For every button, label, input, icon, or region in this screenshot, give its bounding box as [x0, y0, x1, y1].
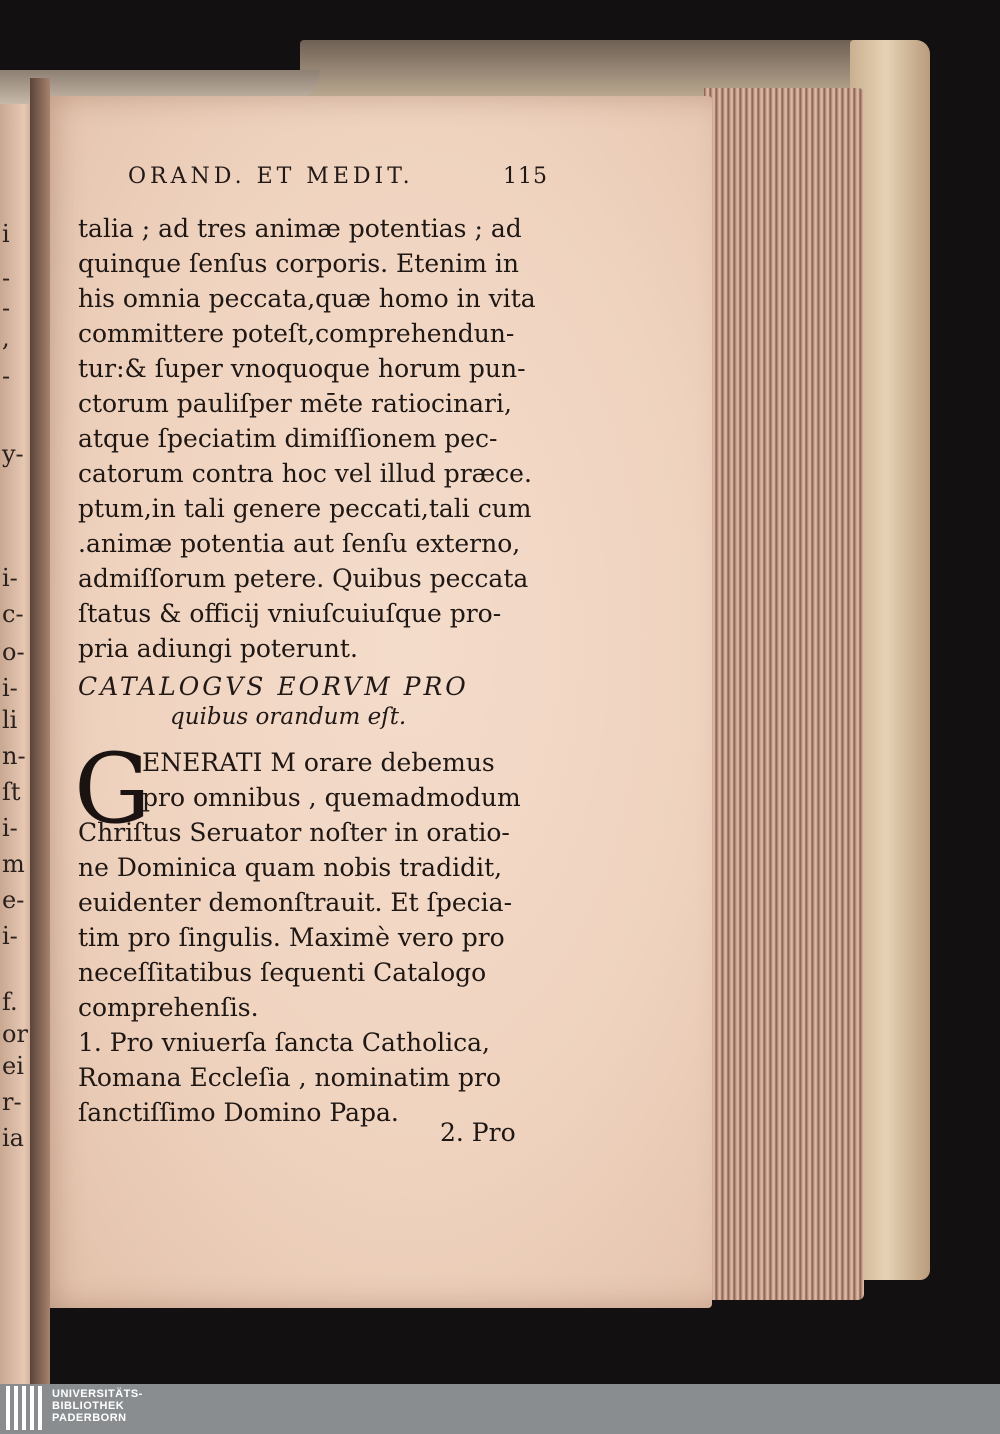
margin-char: m: [2, 850, 25, 878]
text-line: .animæ potentia aut ſenſu externo,: [78, 529, 521, 558]
text-line: ENERATI M orare debemus: [142, 748, 495, 777]
text-line: comprehenſis.: [78, 993, 259, 1022]
margin-char: li: [2, 706, 18, 734]
margin-char: ei: [2, 1052, 24, 1080]
verso-margin-characters: [0, 80, 34, 1380]
margin-char: e-: [2, 886, 25, 914]
margin-char: ia: [2, 1124, 24, 1152]
text-line: admiſſorum petere. Quibus peccata: [78, 564, 529, 593]
margin-char: i-: [2, 674, 18, 702]
text-line: his omnia peccata,quæ homo in vita: [78, 284, 536, 313]
text-line: Chriſtus Seruator noſter in oratio-: [78, 818, 510, 847]
text-line: Romana Eccleſia , nominatim pro: [78, 1063, 502, 1092]
margin-char: i-: [2, 922, 18, 950]
text-line: ne Dominica quam nobis tradidit,: [78, 853, 503, 882]
margin-char: c-: [2, 600, 24, 628]
logo-line: BIBLIOTHEK: [52, 1400, 125, 1412]
margin-char: -: [2, 294, 11, 322]
margin-char: ſt: [2, 778, 21, 806]
section-heading: CATALOGVS EORVM PRO: [78, 672, 469, 701]
text-line: quinque ſenſus corporis. Etenim in: [78, 249, 519, 278]
text-line: ctorum pauliſper mēte ratiocinari,: [78, 389, 512, 418]
text-line: tim pro ſingulis. Maximè vero pro: [78, 923, 505, 952]
text-line: tur:& ſuper vnoquoque horum pun-: [78, 354, 526, 383]
text-line: ſanctiſſimo Domino Papa.: [78, 1098, 399, 1127]
margin-char: r-: [2, 1088, 22, 1116]
text-line: atque ſpeciatim dimiſſionem pec-: [78, 424, 498, 453]
margin-char: o-: [2, 638, 25, 666]
section-subheading: quibus orandum eſt.: [170, 704, 407, 730]
margin-char: -: [2, 362, 11, 390]
text-line: 1. Pro vniuerſa ſancta Catholica,: [78, 1028, 490, 1057]
catchword: 2. Pro: [440, 1118, 516, 1147]
margin-char: i-: [2, 564, 18, 592]
text-line: neceſſitatibus ſequenti Catalogo: [78, 958, 487, 987]
page-fore-edge: [704, 88, 864, 1300]
running-head-title: ORAND. ET MEDIT.: [128, 164, 414, 189]
text-line: ptum,in tali genere peccati,tali cum: [78, 494, 532, 523]
text-line: talia ; ad tres animæ potentias ; ad: [78, 214, 522, 243]
text-line: committere poteſt,comprehendun-: [78, 319, 515, 348]
logo-line: PADERBORN: [52, 1412, 127, 1424]
text-line: pro omnibus , quemadmodum: [142, 783, 521, 812]
margin-char: i: [2, 220, 10, 248]
text-line: ſtatus & officij vniuſcuiuſque pro-: [78, 599, 502, 628]
library-logo-text: [52, 1388, 143, 1424]
logo-line: UNIVERSITÄTS-: [52, 1388, 143, 1400]
drop-cap: G: [74, 733, 151, 845]
margin-char: n-: [2, 742, 26, 770]
page-number: 115: [503, 164, 548, 189]
margin-char: -: [2, 264, 11, 292]
text-line: pria adiungi poterunt.: [78, 634, 358, 663]
margin-char: y-: [2, 440, 24, 468]
text-line: catorum contra hoc vel illud præce.: [78, 459, 532, 488]
margin-char: i-: [2, 814, 18, 842]
margin-char: f.: [2, 988, 18, 1016]
library-logo-icon: [6, 1386, 46, 1430]
footer-bar: [0, 1384, 1000, 1434]
text-line: euidenter demonſtrauit. Et ſpecia-: [78, 888, 513, 917]
margin-char: ,: [2, 324, 10, 352]
margin-char: or: [2, 1020, 28, 1048]
running-head: [128, 164, 548, 189]
